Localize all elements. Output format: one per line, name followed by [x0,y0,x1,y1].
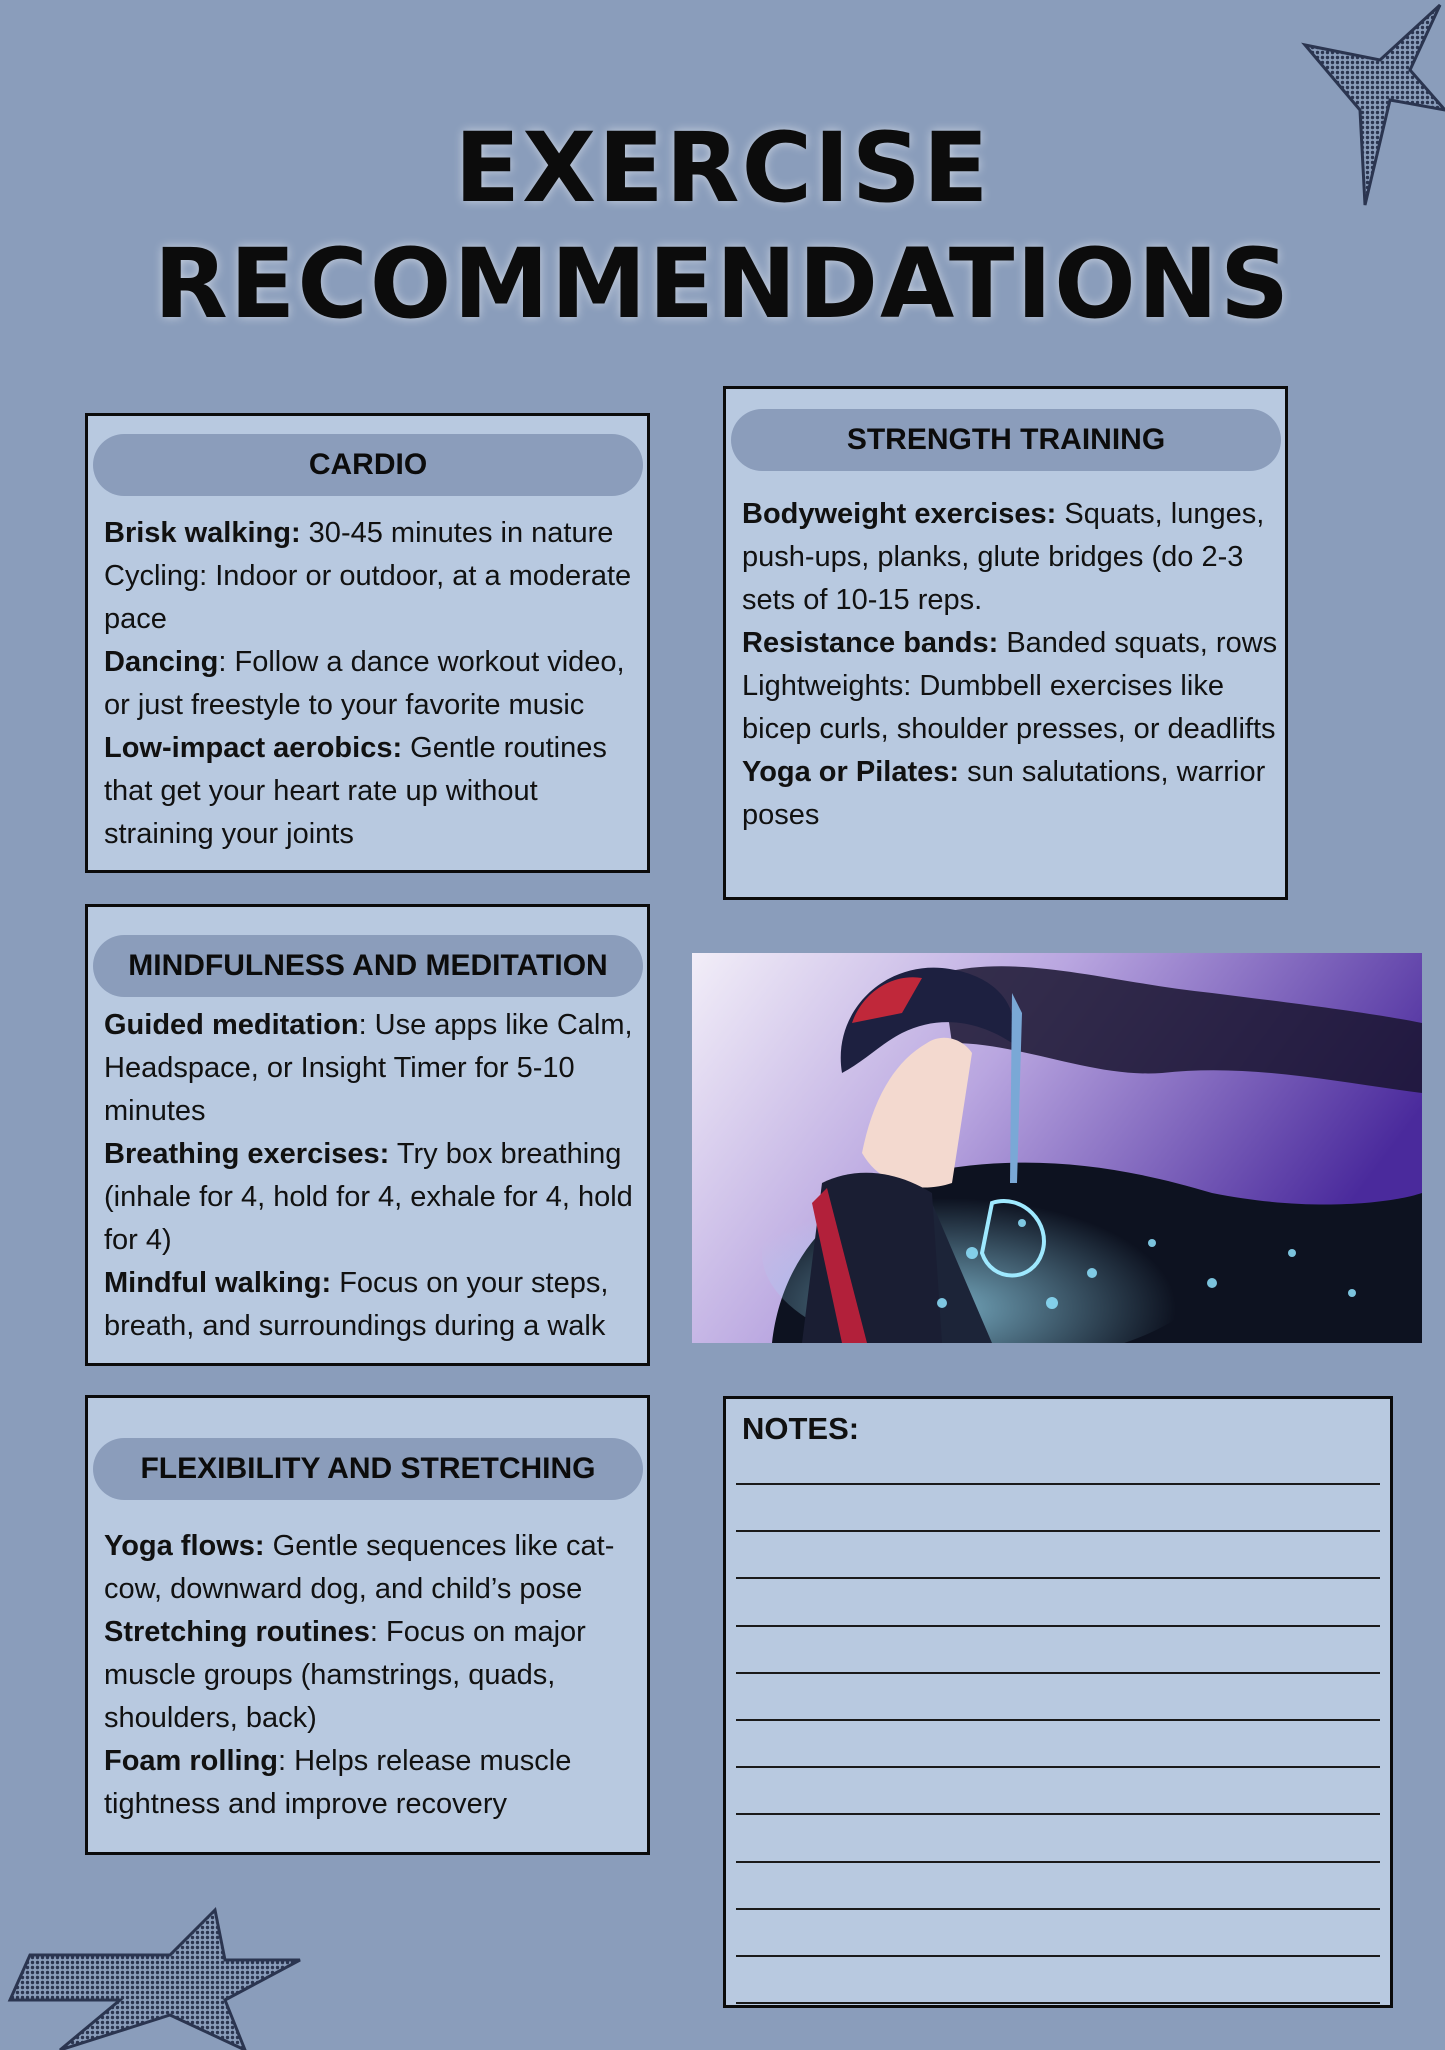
notes-writing-line[interactable] [736,1530,1380,1532]
star-decoration-icon [0,1900,310,2050]
notes-writing-line[interactable] [736,1908,1380,1910]
notes-writing-line[interactable] [736,1719,1380,1721]
list-item: Resistance bands: Banded squats, rows [742,627,1278,659]
cardio-heading: CARDIO [93,434,643,496]
strength-list [742,493,1287,837]
list-item: Dancing: Follow a dance workout video, or just freestyle to your favorite music [104,646,625,721]
notes-writing-line[interactable] [736,1625,1380,1627]
notes-writing-line[interactable] [736,1766,1380,1768]
mindfulness-list [104,1004,649,1348]
notes-writing-line[interactable] [736,1861,1380,1863]
notes-card [723,1396,1393,2008]
list-item: Yoga or Pilates: sun salutations, warrior poses [742,756,1266,831]
flexibility-heading: FLEXIBILITY AND STRETCHING [93,1438,643,1500]
strength-heading: STRENGTH TRAINING [731,409,1281,471]
cardio-card [85,413,650,873]
anime-illustration [692,953,1422,1343]
notes-writing-line[interactable] [736,1672,1380,1674]
flexibility-list [104,1525,649,1826]
list-item: Brisk walking: 30-45 minutes in nature [104,517,614,549]
list-item: Mindful walking: Focus on your steps, breath, and surroundings during a walk [104,1267,609,1342]
notes-writing-line[interactable] [736,1813,1380,1815]
mindfulness-heading: MINDFULNESS AND MEDITATION [93,935,643,997]
mindfulness-card [85,904,650,1366]
notes-label: NOTES: [742,1411,860,1446]
list-item: Bodyweight exercises: Squats, lunges, push-ups, planks, glute bridges (do 2-3 sets of 10-15 reps. [742,498,1265,616]
list-item: Lightweights: Dumbbell exercises like bicep curls, shoulder presses, or deadlifts [742,670,1276,745]
list-item: Stretching routines: Focus on major muscle groups (hamstrings, quads, shoulders, back) [104,1616,586,1734]
notes-writing-line[interactable] [736,1577,1380,1579]
notes-writing-line[interactable] [736,2002,1380,2004]
page-title [0,110,1445,342]
list-item: Breathing exercises: Try box breathing (inhale for 4, hold for 4, exhale for 4, hold for 4) [104,1138,633,1256]
list-item: Yoga flows: Gentle sequences like cat-cow, downward dog, and child’s pose [104,1530,615,1605]
cardio-list [104,512,649,856]
flexibility-card [85,1395,650,1855]
title-line-1: EXERCISE [454,112,991,224]
title-line-2: RECOMMENDATIONS [153,228,1292,340]
list-item: Cycling: Indoor or outdoor, at a moderate pace [104,560,632,635]
strength-card [723,386,1288,900]
list-item: Guided meditation: Use apps like Calm, Headspace, or Insight Timer for 5-10 minutes [104,1009,633,1127]
notes-writing-line[interactable] [736,1955,1380,1957]
list-item: Low-impact aerobics: Gentle routines that get your heart rate up without straining your joints [104,732,607,850]
list-item: Foam rolling: Helps release muscle tightness and improve recovery [104,1745,572,1820]
notes-writing-line[interactable] [736,1483,1380,1485]
